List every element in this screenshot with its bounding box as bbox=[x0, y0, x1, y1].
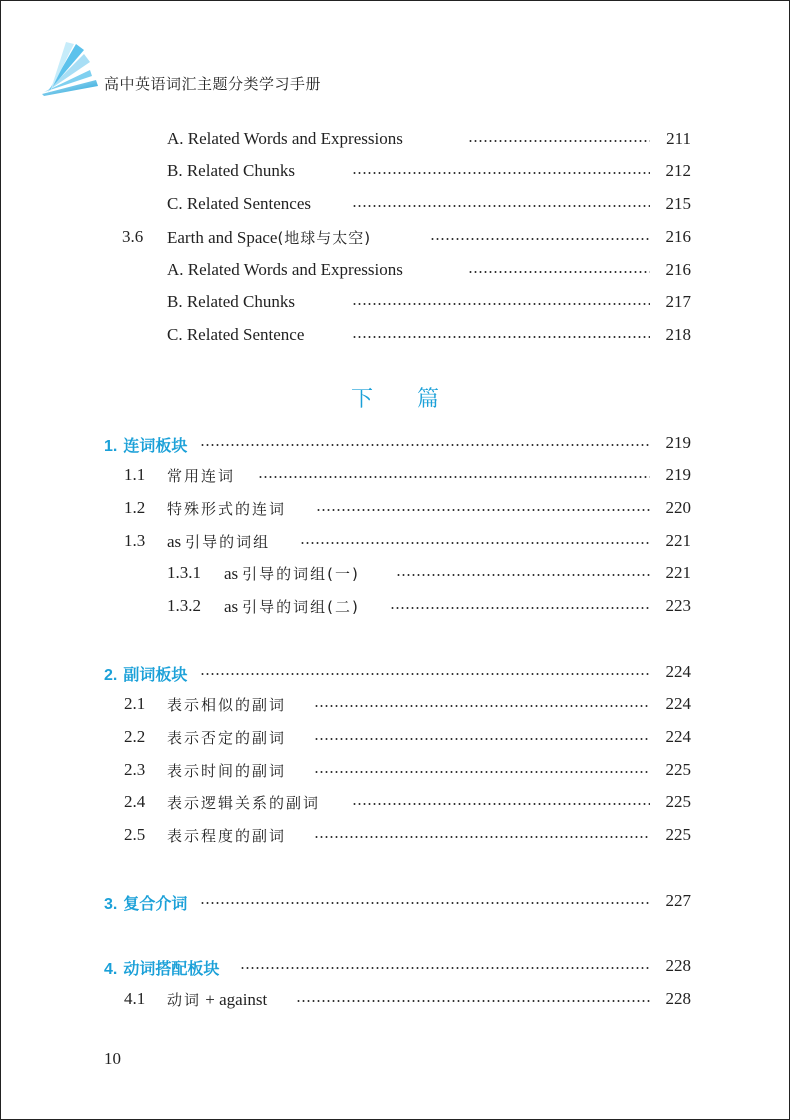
entry-label-text: 表示程度的副词 bbox=[167, 826, 287, 845]
entry-label-text: 动词 bbox=[167, 990, 202, 1009]
entry-label bbox=[224, 596, 360, 617]
entry-page-number: 225 bbox=[665, 825, 691, 844]
toc-entry-subsection[interactable] bbox=[0, 256, 790, 284]
dot-leader bbox=[352, 336, 650, 338]
entry-label bbox=[167, 792, 320, 813]
chapter-title: 连词板块 bbox=[123, 436, 188, 455]
entry-label bbox=[167, 194, 311, 214]
dot-leader bbox=[240, 967, 650, 969]
entry-page-number: 211 bbox=[666, 129, 691, 148]
chapter-title: 复合介词 bbox=[123, 894, 188, 913]
toc-entry-subsection[interactable] bbox=[0, 157, 790, 185]
dot-leader bbox=[468, 271, 650, 273]
entry-page-number: 228 bbox=[665, 989, 691, 1008]
chapter-number: 1. bbox=[104, 438, 118, 455]
dot-leader bbox=[314, 771, 650, 773]
entry-label bbox=[167, 129, 403, 149]
dot-leader bbox=[352, 303, 650, 305]
entry-number: 1.3.2 bbox=[167, 596, 201, 615]
entry-label bbox=[167, 292, 295, 312]
entry-page-number: 225 bbox=[665, 760, 691, 779]
entry-page-number: 215 bbox=[665, 194, 691, 213]
chapter-page-number: 219 bbox=[665, 433, 691, 452]
toc-entry-1-3[interactable] bbox=[0, 527, 790, 555]
entry-label bbox=[167, 325, 304, 345]
entry-label-text: 表示时间的副词 bbox=[167, 761, 287, 780]
toc-chapter-2[interactable] bbox=[0, 658, 790, 686]
chapter-page-number: 224 bbox=[665, 662, 691, 681]
entry-page-number: 221 bbox=[665, 563, 691, 582]
entry-label bbox=[167, 727, 286, 748]
toc-entry-1-2[interactable] bbox=[0, 494, 790, 522]
chapter-heading bbox=[104, 433, 187, 456]
entry-number: 1.1 bbox=[124, 465, 146, 484]
entry-number: 4.1 bbox=[124, 989, 146, 1008]
toc-entry-subsection[interactable] bbox=[0, 321, 790, 349]
book-title: 高中英语词汇主题分类学习手册 bbox=[104, 75, 322, 93]
entry-label-text: 引导的词组(一) bbox=[242, 564, 360, 583]
entry-page-number: 225 bbox=[665, 792, 691, 811]
toc-entry-section[interactable] bbox=[0, 223, 790, 251]
entry-label-text: 引导的词组 bbox=[185, 532, 271, 551]
entry-number: 2.5 bbox=[124, 825, 146, 844]
dot-leader bbox=[352, 803, 650, 805]
toc-entry-2-3[interactable] bbox=[0, 756, 790, 784]
dot-leader bbox=[258, 476, 650, 478]
entry-label-text: A. Related Words and Expressions bbox=[167, 129, 403, 148]
toc-entry-subsection[interactable] bbox=[0, 288, 790, 316]
chapter-heading bbox=[104, 956, 219, 979]
book-fan-icon bbox=[40, 40, 100, 96]
entry-label-text: 常用连词 bbox=[167, 466, 236, 485]
entry-page-number: 216 bbox=[665, 227, 691, 246]
entry-page-number: 216 bbox=[665, 260, 691, 279]
entry-number: 1.2 bbox=[124, 498, 146, 517]
chapter-title: 动词搭配板块 bbox=[123, 959, 220, 978]
entry-number: 3.6 bbox=[122, 227, 144, 246]
dot-leader bbox=[468, 140, 650, 142]
chapter-number: 2. bbox=[104, 667, 118, 684]
entry-label-cjk: (地球与太空) bbox=[277, 228, 372, 247]
toc-chapter-1[interactable] bbox=[0, 429, 790, 457]
entry-number: 1.3 bbox=[124, 531, 146, 550]
entry-label bbox=[167, 227, 371, 248]
entry-label bbox=[167, 161, 295, 181]
entry-label-text: Earth and Space bbox=[167, 227, 278, 247]
entry-label-en: as bbox=[224, 596, 239, 616]
entry-label-en-suffix: + against bbox=[201, 989, 268, 1009]
entry-label bbox=[224, 563, 360, 584]
entry-number: 1.3.1 bbox=[167, 563, 201, 582]
entry-label-text: 表示相似的副词 bbox=[167, 695, 287, 714]
dot-leader bbox=[430, 238, 650, 240]
dot-leader bbox=[300, 542, 650, 544]
entry-label bbox=[167, 760, 286, 781]
entry-label-text: B. Related Chunks bbox=[167, 161, 295, 180]
dot-leader bbox=[200, 673, 650, 675]
entry-label-text: A. Related Words and Expressions bbox=[167, 260, 403, 279]
entry-label bbox=[167, 260, 403, 280]
entry-page-number: 224 bbox=[665, 727, 691, 746]
page-number: 10 bbox=[104, 1049, 121, 1068]
entry-page-number: 219 bbox=[665, 465, 691, 484]
dot-leader bbox=[314, 738, 650, 740]
toc-chapter-3[interactable] bbox=[0, 887, 790, 915]
chapter-page-number: 228 bbox=[665, 956, 691, 975]
entry-label bbox=[167, 531, 270, 552]
entry-number: 2.2 bbox=[124, 727, 146, 746]
entry-label bbox=[167, 465, 235, 486]
dot-leader bbox=[314, 705, 650, 707]
dot-leader bbox=[314, 836, 650, 838]
entry-label-text: 特殊形式的连词 bbox=[167, 499, 287, 518]
entry-page-number: 212 bbox=[665, 161, 691, 180]
dot-leader bbox=[390, 607, 650, 609]
dot-leader bbox=[296, 1000, 650, 1002]
dot-leader bbox=[396, 574, 650, 576]
dot-leader bbox=[200, 444, 650, 446]
entry-label-text: 表示逻辑关系的副词 bbox=[167, 793, 321, 812]
chapter-heading bbox=[104, 662, 187, 685]
toc-chapter-4[interactable] bbox=[0, 952, 790, 980]
toc-entry-1-3-2[interactable] bbox=[0, 592, 790, 620]
chapter-number: 4. bbox=[104, 961, 118, 978]
chapter-number: 3. bbox=[104, 896, 118, 913]
entry-page-number: 224 bbox=[665, 694, 691, 713]
toc-entry-2-4[interactable] bbox=[0, 788, 790, 816]
entry-page-number: 218 bbox=[665, 325, 691, 344]
toc-entry-subsection[interactable] bbox=[0, 190, 790, 218]
entry-page-number: 220 bbox=[665, 498, 691, 517]
toc-entry-2-1[interactable] bbox=[0, 690, 790, 718]
entry-label-text: 表示否定的副词 bbox=[167, 728, 287, 747]
entry-label-text: B. Related Chunks bbox=[167, 292, 295, 311]
entry-label bbox=[167, 989, 267, 1010]
entry-label-text: C. Related Sentences bbox=[167, 194, 311, 213]
chapter-page-number: 227 bbox=[665, 891, 691, 910]
entry-page-number: 221 bbox=[665, 531, 691, 550]
toc-entry-4-1[interactable] bbox=[0, 985, 790, 1013]
entry-label bbox=[167, 694, 286, 715]
toc-entry-2-5[interactable] bbox=[0, 821, 790, 849]
entry-page-number: 217 bbox=[665, 292, 691, 311]
entry-number: 2.1 bbox=[124, 694, 146, 713]
entry-label-text: 引导的词组(二) bbox=[242, 597, 360, 616]
entry-label bbox=[167, 498, 286, 519]
dot-leader bbox=[352, 205, 650, 207]
entry-label-text: C. Related Sentence bbox=[167, 325, 305, 344]
toc-entry-1-1[interactable] bbox=[0, 461, 790, 489]
entry-label-en: as bbox=[224, 563, 239, 583]
dot-leader bbox=[352, 172, 650, 174]
toc-entry-1-3-1[interactable] bbox=[0, 559, 790, 587]
toc-entry-subsection[interactable] bbox=[0, 125, 790, 153]
chapter-title: 副词板块 bbox=[123, 665, 188, 684]
dot-leader bbox=[200, 902, 650, 904]
entry-page-number: 223 bbox=[665, 596, 691, 615]
entry-number: 2.4 bbox=[124, 792, 146, 811]
entry-label-en: as bbox=[167, 531, 182, 551]
dot-leader bbox=[316, 509, 650, 511]
entry-number: 2.3 bbox=[124, 760, 146, 779]
entry-label bbox=[167, 825, 286, 846]
part-title: 下篇 bbox=[350, 387, 483, 412]
chapter-heading bbox=[104, 891, 187, 914]
toc-entry-2-2[interactable] bbox=[0, 723, 790, 751]
